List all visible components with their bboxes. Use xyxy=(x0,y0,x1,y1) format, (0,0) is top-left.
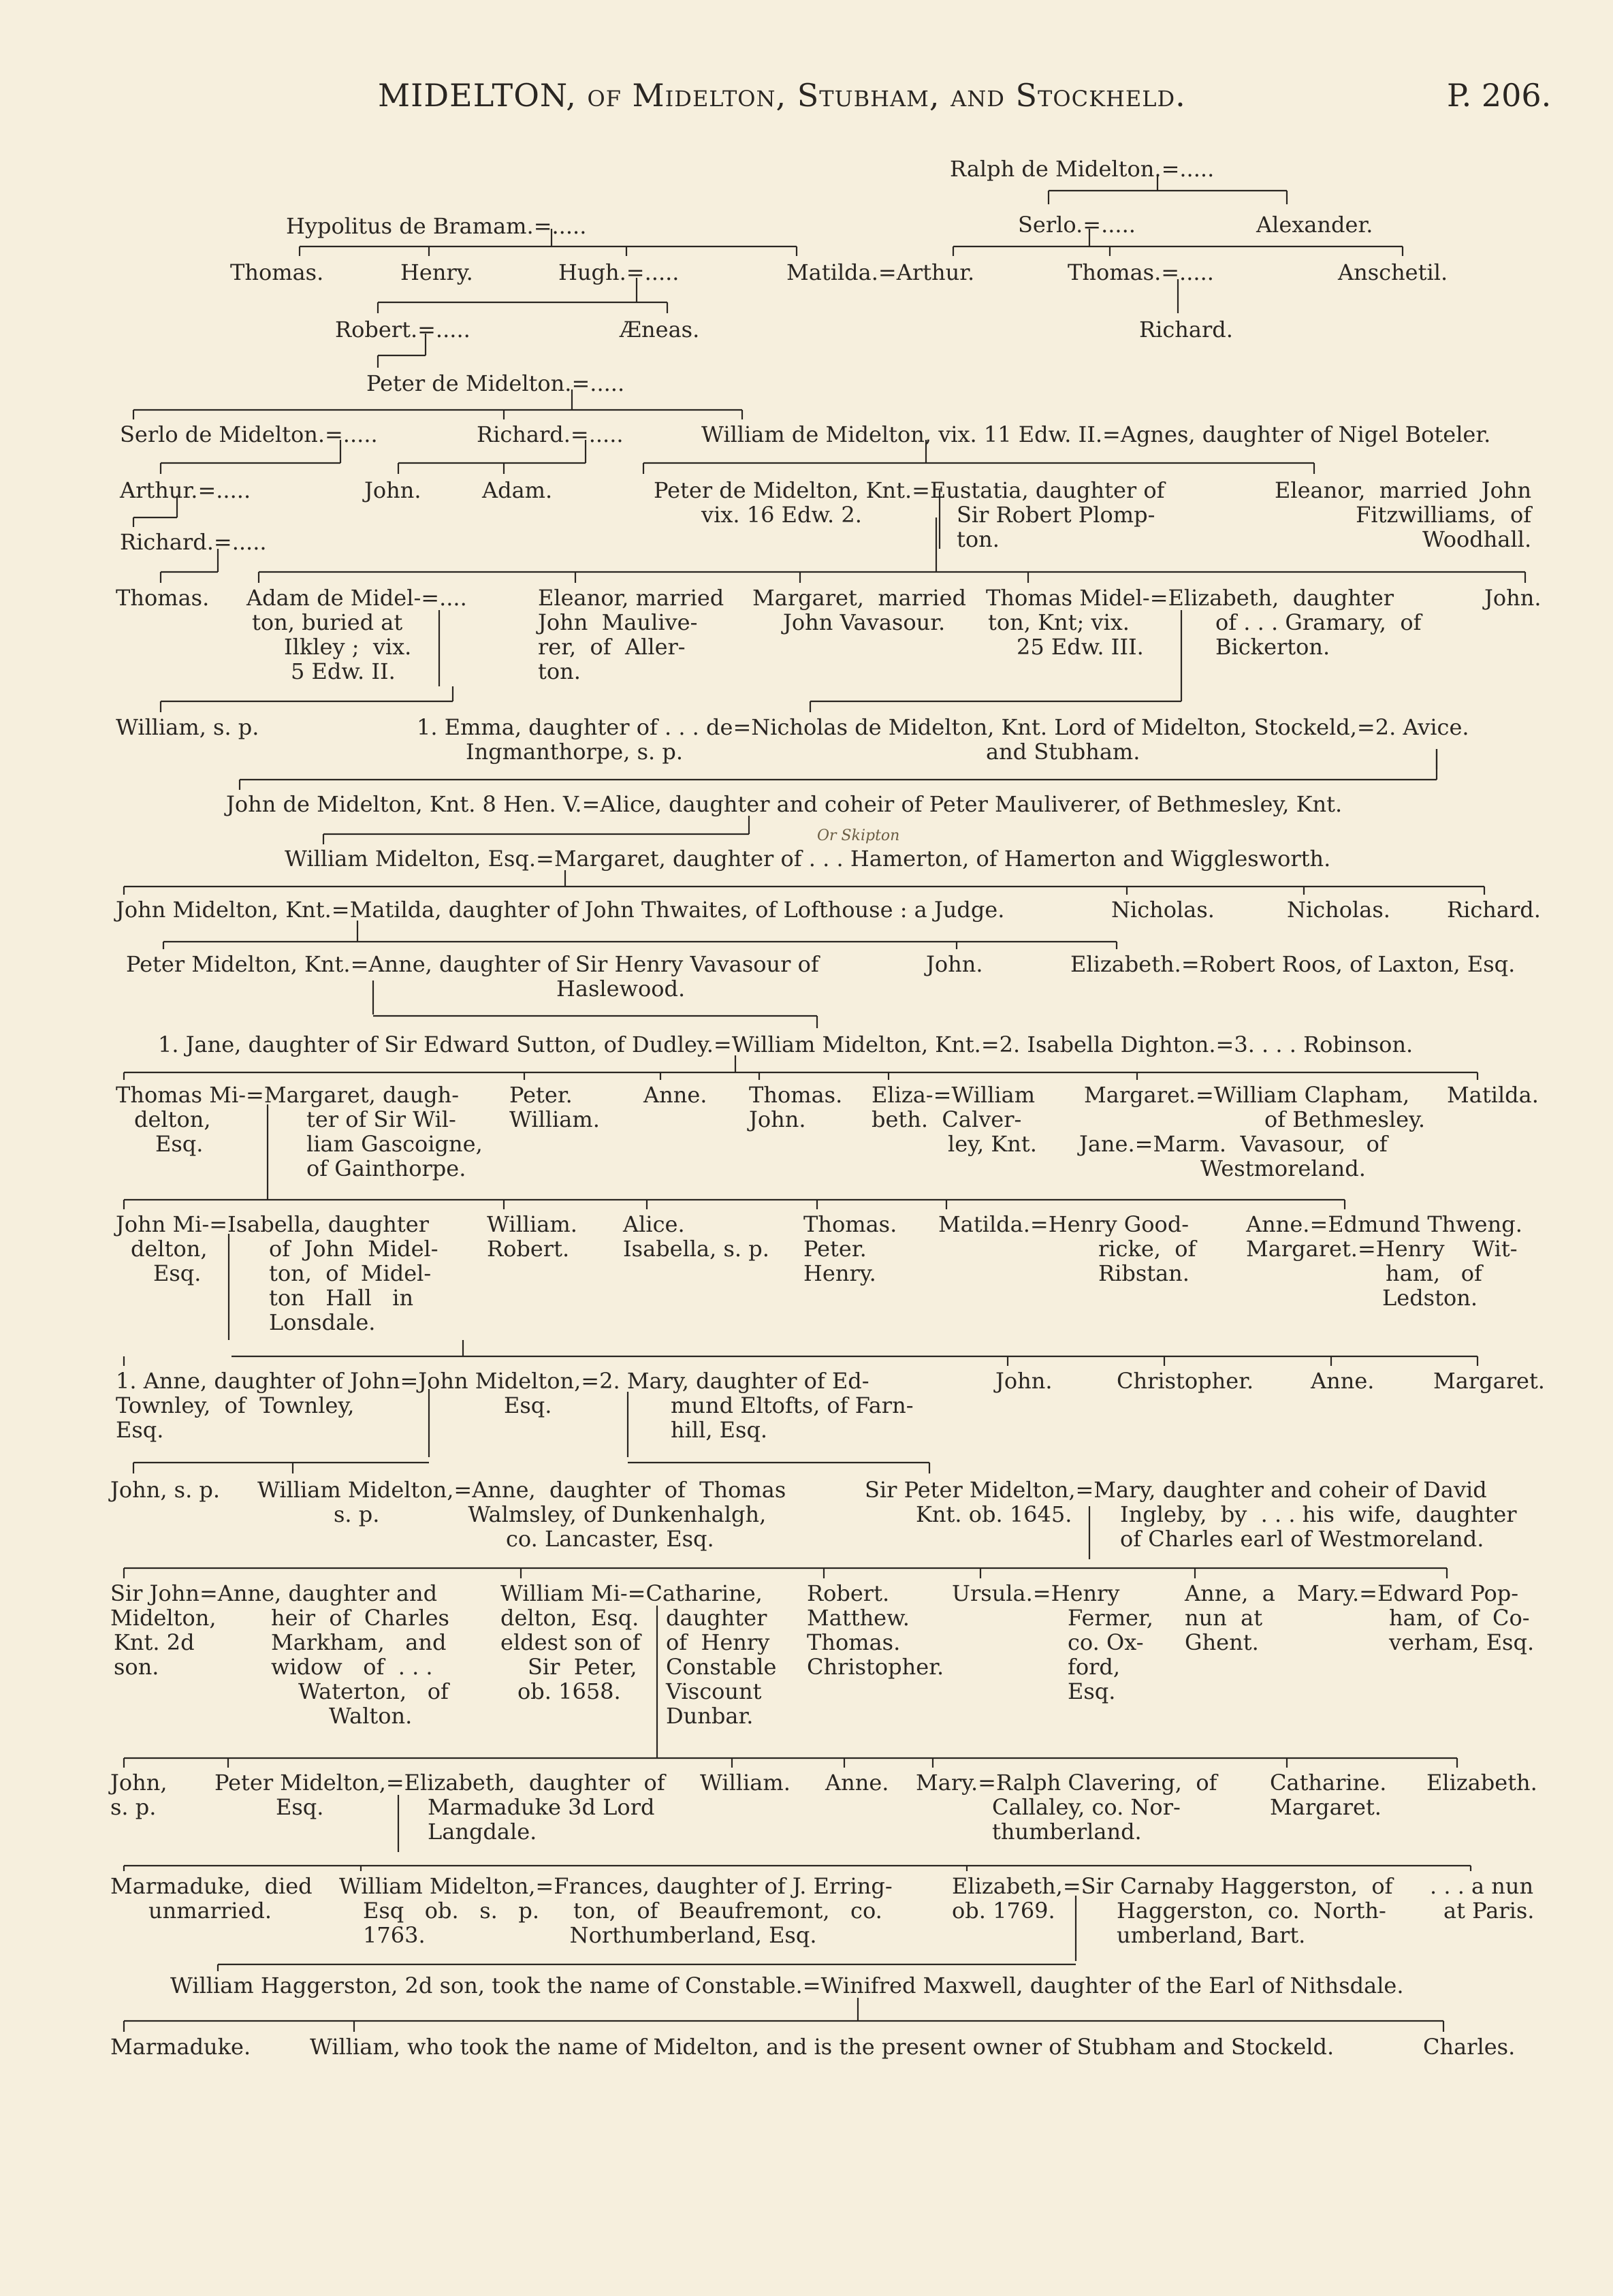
isabella-midelton: of John Midel- ton, of Midel- ton Hall in Lonsdale. xyxy=(269,1236,438,1335)
henry: Henry. xyxy=(400,259,473,285)
mary-ingleby: Ingleby, by . . . his wife, daughter of Charles earl of Westmoreland. xyxy=(1120,1501,1517,1552)
serlo-de-midelton: Serlo de Midelton.=..... xyxy=(120,421,378,447)
william-midelton-erringhton: William Midelton,=Frances, daughter of J. Erring- Esq ob. s. p. ton, of Beaufremont, co. 1763. Northumberland, Esq. xyxy=(339,1873,893,1948)
john-sp: John, s. p. xyxy=(110,1477,221,1503)
jane-vavasour: Jane.=Marm. Vavasour, of Westmoreland. xyxy=(1079,1131,1388,1181)
anne-thweng-margaret-witham: Anne.=Edmund Thweng. Margaret.=Henry Wit- ham, of Ledston. xyxy=(1246,1211,1522,1311)
catharine-margaret: Catharine. Margaret. xyxy=(1270,1770,1387,1820)
matilda-arthur: Matilda.=Arthur. xyxy=(786,259,975,285)
catharine-constable: daughter of Henry Constable Viscount Dunbar. xyxy=(666,1605,777,1729)
john-sp-2: John, s. p. xyxy=(110,1770,167,1820)
william-midelton-catharine: William Mi-=Catharine, delton, Esq. eldest son of Sir Peter, ob. 1658. xyxy=(500,1580,763,1704)
anne-daughter: Anne. xyxy=(643,1082,707,1108)
eustatia-detail: Sir Robert Plomp- ton. xyxy=(957,502,1155,552)
william-midelton-three-wives: 1. Jane, daughter of Sir Edward Sutton, of Dudley.=William Midelton, Knt.=2. Isabella Dighton.=3. . . . Robinson. xyxy=(158,1032,1414,1057)
william-midelton-walmsley: William Midelton,=Anne, daughter of Thomas s. p. Walmsley, of Dunkenhalgh, co. Lancaster, Esq. xyxy=(257,1477,786,1552)
anne-sister: Anne. xyxy=(1311,1368,1375,1394)
richard-son-of-peter: Richard.=..... xyxy=(477,421,624,447)
william-present-owner: William, who took the name of Midelton, and is the present owner of Stubham and Stockeld. xyxy=(310,2034,1335,2060)
elizabeth-haggerston: Elizabeth,=Sir Carnaby Haggerston, of ob. 1769. xyxy=(952,1873,1393,1924)
margaret-sister: Margaret. xyxy=(1433,1368,1545,1394)
william-midelton-esq: William Midelton, Esq.=Margaret, daughter of . . . Hamerton, of Hamerton and Wigglesworth. xyxy=(285,846,1331,872)
thomas-peter-henry: Thomas. Peter. Henry. xyxy=(803,1211,897,1286)
serlo: Serlo.=..... xyxy=(1018,212,1136,238)
margaret-vavasour: Margaret, married John Vavasour. xyxy=(752,585,966,635)
page-title: MIDELTON, of Midelton, Stubham, and Stockheld. xyxy=(378,77,1186,114)
richard-son-of-arthur: Richard.=..... xyxy=(120,529,267,555)
hypolitus-de-bramam: Hypolitus de Bramam.=..... xyxy=(286,213,587,239)
john-midelton-esq-label: Esq. xyxy=(504,1392,552,1418)
thomas-son-of-richard: Thomas. xyxy=(116,585,210,611)
robert: Robert.=..... xyxy=(335,317,470,342)
nun-at-paris: . . . a nun at Paris. xyxy=(1430,1873,1535,1924)
elizabeth-langdale: Marmaduke 3d Lord Langdale. xyxy=(428,1794,655,1845)
adam-de-midelton: Adam de Midel-=.... ton, buried at Ilkley ; vix. 5 Edw. II. xyxy=(246,585,467,684)
john-son-of-peter: John. xyxy=(1484,585,1542,611)
thomas-son-of-hypolitus: Thomas. xyxy=(230,259,324,285)
elizabeth-sister: Elizabeth. xyxy=(1426,1770,1537,1796)
peter-william: Peter. William. xyxy=(509,1082,600,1132)
william-de-midelton: William de Midelton, vix. 11 Edw. II.=Agnes, daughter of Nigel Boteler. xyxy=(701,421,1491,447)
ursula-fermer: Ursula.=Henry Fermer, co. Ox- ford, Esq. xyxy=(952,1580,1153,1704)
hugh: Hugh.=..... xyxy=(558,259,680,285)
john-de-midelton-8-hen-v: John de Midelton, Knt. 8 Hen. V.=Alice, daughter and coheir of Peter Mauliverer, of Bethmesley, Knt. xyxy=(226,791,1343,817)
elizabeth-calverley: Eliza-=William beth. Calver- ley, Knt. xyxy=(872,1082,1037,1157)
marmaduke-son: Marmaduke. xyxy=(110,2034,251,2060)
john-midelton-esq: John Mi-=Isabella, daughter delton, Esq. xyxy=(116,1211,429,1286)
john-midelton-two-wives: 1. Anne, daughter of John=John Midelton,=2. Mary, daughter of Ed- Townley, of Townley, Esq. xyxy=(116,1368,869,1443)
richard-son-of-william: Richard. xyxy=(1447,897,1541,923)
john-son-of-john: John. xyxy=(926,951,983,977)
anne-sister-2: Anne. xyxy=(825,1770,889,1796)
mary-eltofts: mund Eltofts, of Farn- hill, Esq. xyxy=(671,1392,914,1443)
thomas-midelton-esq: Thomas Mi-=Margaret, daugh- delton, Esq. xyxy=(116,1082,460,1157)
nicholas-de-midelton: 1. Emma, daughter of . . . de=Nicholas de Midelton, Knt. Lord of Midelton, Stockeld,=2. Avice. Ingmanthorpe, s. p. and Stubham. xyxy=(417,714,1469,765)
christopher: Christopher. xyxy=(1117,1368,1254,1394)
charles-son: Charles. xyxy=(1423,2034,1516,2060)
alice-isabella: Alice. Isabella, s. p. xyxy=(623,1211,769,1262)
richard-son-of-thomas: Richard. xyxy=(1139,317,1233,342)
thomas-midelton-knt: Thomas Midel-=Elizabeth, daughter ton, Knt; vix. 25 Edw. III. xyxy=(986,585,1394,660)
aeneas: Æneas. xyxy=(620,317,700,342)
peter-de-midelton-knt: Peter de Midelton, Knt.=Eustatia, daughter of vix. 16 Edw. 2. xyxy=(654,477,1165,528)
matilda-goodricke: Matilda.=Henry Good- ricke, of Ribstan. xyxy=(938,1211,1196,1286)
elizabeth-gramary: of . . . Gramary, of Bickerton. xyxy=(1215,609,1422,660)
nicholas-a: Nicholas. xyxy=(1111,897,1215,923)
peter-midelton-langdale: Peter Midelton,=Elizabeth, daughter of Esq. xyxy=(214,1770,665,1820)
ralph-de-midelton: Ralph de Midelton.=..... xyxy=(950,156,1215,182)
page-number: P. 206. xyxy=(1447,77,1552,114)
anne-nun-ghent: Anne, a nun at Ghent. xyxy=(1185,1580,1275,1655)
marginal-handwritten-note: Or Skipton xyxy=(817,827,900,844)
john-son-of-serlo: John. xyxy=(364,477,421,503)
alexander: Alexander. xyxy=(1256,212,1373,238)
anne-markham: heir of Charles Markham, and widow of . . . Waterton, of Walton. xyxy=(271,1605,449,1729)
william-brother: William. xyxy=(700,1770,790,1796)
margaret-gascoigne: ter of Sir Wil- liam Gascoigne, of Gainthorpe. xyxy=(306,1106,483,1181)
mary-clavering: Mary.=Ralph Clavering, of Callaley, co. Nor- thumberland. xyxy=(916,1770,1217,1845)
eleanor-maulivere: Eleanor, married John Maulive- rer, of Aller- ton. xyxy=(538,585,724,684)
peter-de-midelton: Peter de Midelton.=..... xyxy=(366,370,625,396)
mary-popham: Mary.=Edward Pop- ham, of Co- verham, Esq. xyxy=(1297,1580,1535,1655)
adam: Adam. xyxy=(482,477,553,503)
anschetil: Anschetil. xyxy=(1338,259,1448,285)
margaret-clapham: Margaret.=William Clapham, of Bethmesley. xyxy=(1084,1082,1426,1132)
john-midelton-knt-thwaites: John Midelton, Knt.=Matilda, daughter of John Thwaites, of Lofthouse : a Judge. xyxy=(116,897,1005,923)
sir-john-midelton: Sir John=Anne, daughter and Midelton, Knt. 2d son. xyxy=(110,1580,438,1680)
thomas-john: Thomas. John. xyxy=(749,1082,843,1132)
william-robert: William. Robert. xyxy=(487,1211,577,1262)
elizabeth-roos: Elizabeth.=Robert Roos, of Laxton, Esq. xyxy=(1070,951,1516,977)
carnaby-haggerston: Haggerston, co. North- umberland, Bart. xyxy=(1117,1898,1386,1948)
matilda-daughter: Matilda. xyxy=(1447,1082,1539,1108)
thomas-son-of-serlo: Thomas.=..... xyxy=(1068,259,1214,285)
peter-midelton-vavasour: Peter Midelton, Knt.=Anne, daughter of Sir Henry Vavasour of Haslewood. xyxy=(126,951,819,1002)
william-sp: William, s. p. xyxy=(116,714,259,740)
eleanor-fitzwilliams: Eleanor, married John Fitzwilliams, of Woodhall. xyxy=(1275,477,1532,552)
robert-matthew-thomas-christopher: Robert. Matthew. Thomas. Christopher. xyxy=(807,1580,944,1680)
john-brother: John. xyxy=(995,1368,1053,1394)
sir-peter-midelton: Sir Peter Midelton,=Mary, daughter and coheir of David Knt. ob. 1645. xyxy=(865,1477,1487,1527)
marmaduke-died-unmarried: Marmaduke, died unmarried. xyxy=(110,1873,313,1924)
nicholas-b: Nicholas. xyxy=(1287,897,1390,923)
william-haggerston-constable: William Haggerston, 2d son, took the name of Constable.=Winifred Maxwell, daughter of the Earl of Nithsdale. xyxy=(170,1973,1404,1998)
arthur: Arthur.=..... xyxy=(120,477,251,503)
